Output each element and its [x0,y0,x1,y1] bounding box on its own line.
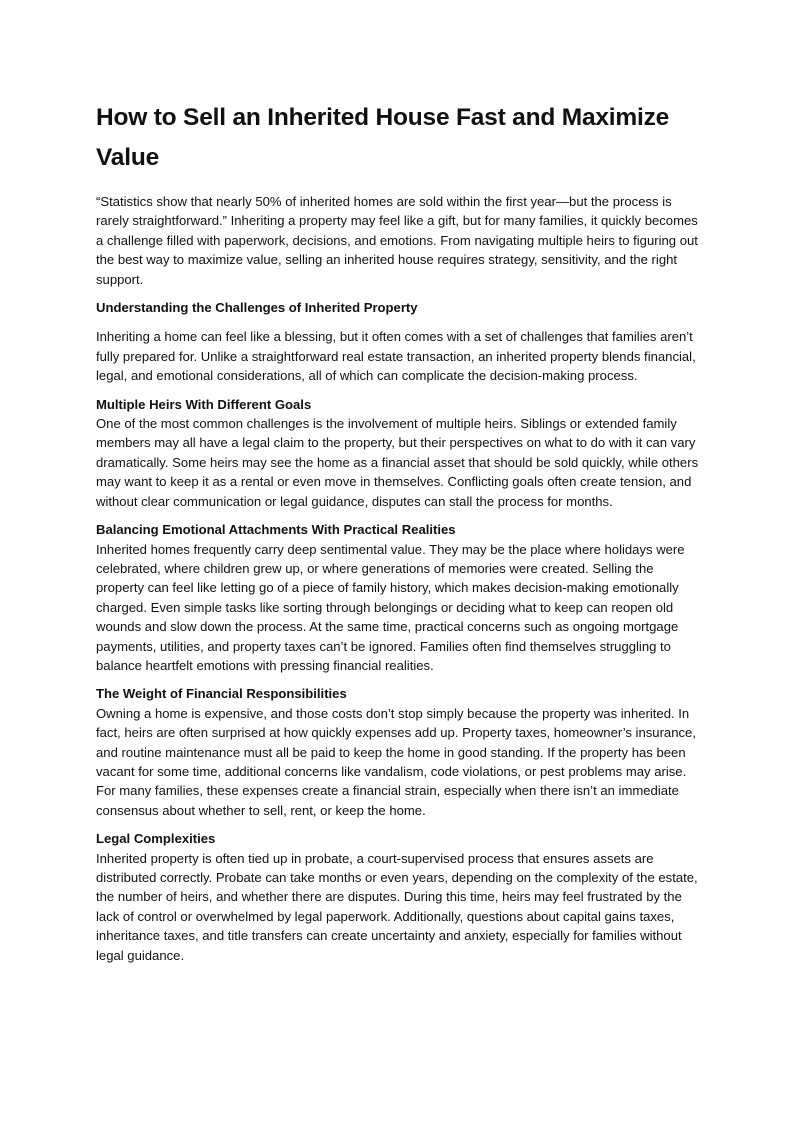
section-body: Inherited property is often tied up in probate, a court-supervised process that ensures assets are distributed correctly. Probate can take months or even years, depending on the complexity of the estate, the number of heirs, and whether there are disputes. During this time, heirs may feel frustrated by the lack of control or overwhelmed by legal paperwork. Additionally, questions about capital gains taxes, inheritance taxes, and title transfers can create uncertainty and anxiety, especially for families without legal guidance. [96,850,698,963]
section-heading: The Weight of Financial Responsibilities [96,686,347,702]
section-emotional-attachments [96,520,700,675]
section-body: Owning a home is expensive, and those costs don’t stop simply because the property was inherited. In fact, heirs are often surprised at how quickly expenses add up. Property taxes, homeowner’s insurance, and routine maintenance must all be paid to keep the home in good standing. If the property has been vacant for some time, additional concerns like vandalism, code violations, or pest problems may arise. For many families, these expenses create a financial strain, especially when there isn’t an immediate consensus about whether to sell, rent, or keep the home. [96,705,696,818]
section-body: Inherited homes frequently carry deep sentimental value. They may be the place where holidays were celebrated, where children grew up, or where generations of memories were created. Selling the property can feel like letting go of a piece of family history, which makes decision-making emotionally charged. Even simple tasks like sorting through belongings or deciding what to keep can reopen old wounds and slow down the process. At the same time, practical concerns such as ongoing mortgage payments, utilities, and property taxes can’t be ignored. Families often find themselves struggling to balance heartfelt emotions with pressing financial realities. [96,541,685,673]
main-heading: Understanding the Challenges of Inherited Property [96,300,418,316]
intro-paragraph: “Statistics show that nearly 50% of inherited homes are sold within the first year—but the process is rarely straightforward.” Inheriting a property may feel like a gift, but for many families, it quickly becomes a challenge filled with paperwork, decisions, and emotions. From navigating multiple heirs to figuring out the best way to maximize value, selling an inherited house requires strategy, sensitivity, and the right support. [96,194,698,287]
main-paragraph: Inheriting a home can feel like a blessing, but it often comes with a set of challenges that families aren’t fully prepared for. Unlike a straightforward real estate transaction, an inherited property blends financial, legal, and emotional considerations, all of which can complicate the decision-making process. [96,329,696,384]
page-title: How to Sell an Inherited House Fast and Maximize Value [96,104,670,171]
section-body: One of the most common challenges is the involvement of multiple heirs. Siblings or extended family members may all have a legal claim to the property, but their perspectives on what to do with it can vary dramatically. Some heirs may see the home as a financial asset that should be sold quickly, while others may want to keep it as a rental or even move in themselves. Conflicting goals often create tension, and without clear communication or legal guidance, disputes can stall the process for months. [96,416,699,509]
section-financial-responsibilities [96,684,700,820]
section-heading: Legal Complexities [96,831,216,847]
section-legal-complexities [96,829,700,965]
section-heading: Multiple Heirs With Different Goals [96,396,312,412]
section-multiple-heirs [96,395,700,511]
document-page [96,98,700,974]
section-heading: Balancing Emotional Attachments With Practical Realities [96,522,456,538]
